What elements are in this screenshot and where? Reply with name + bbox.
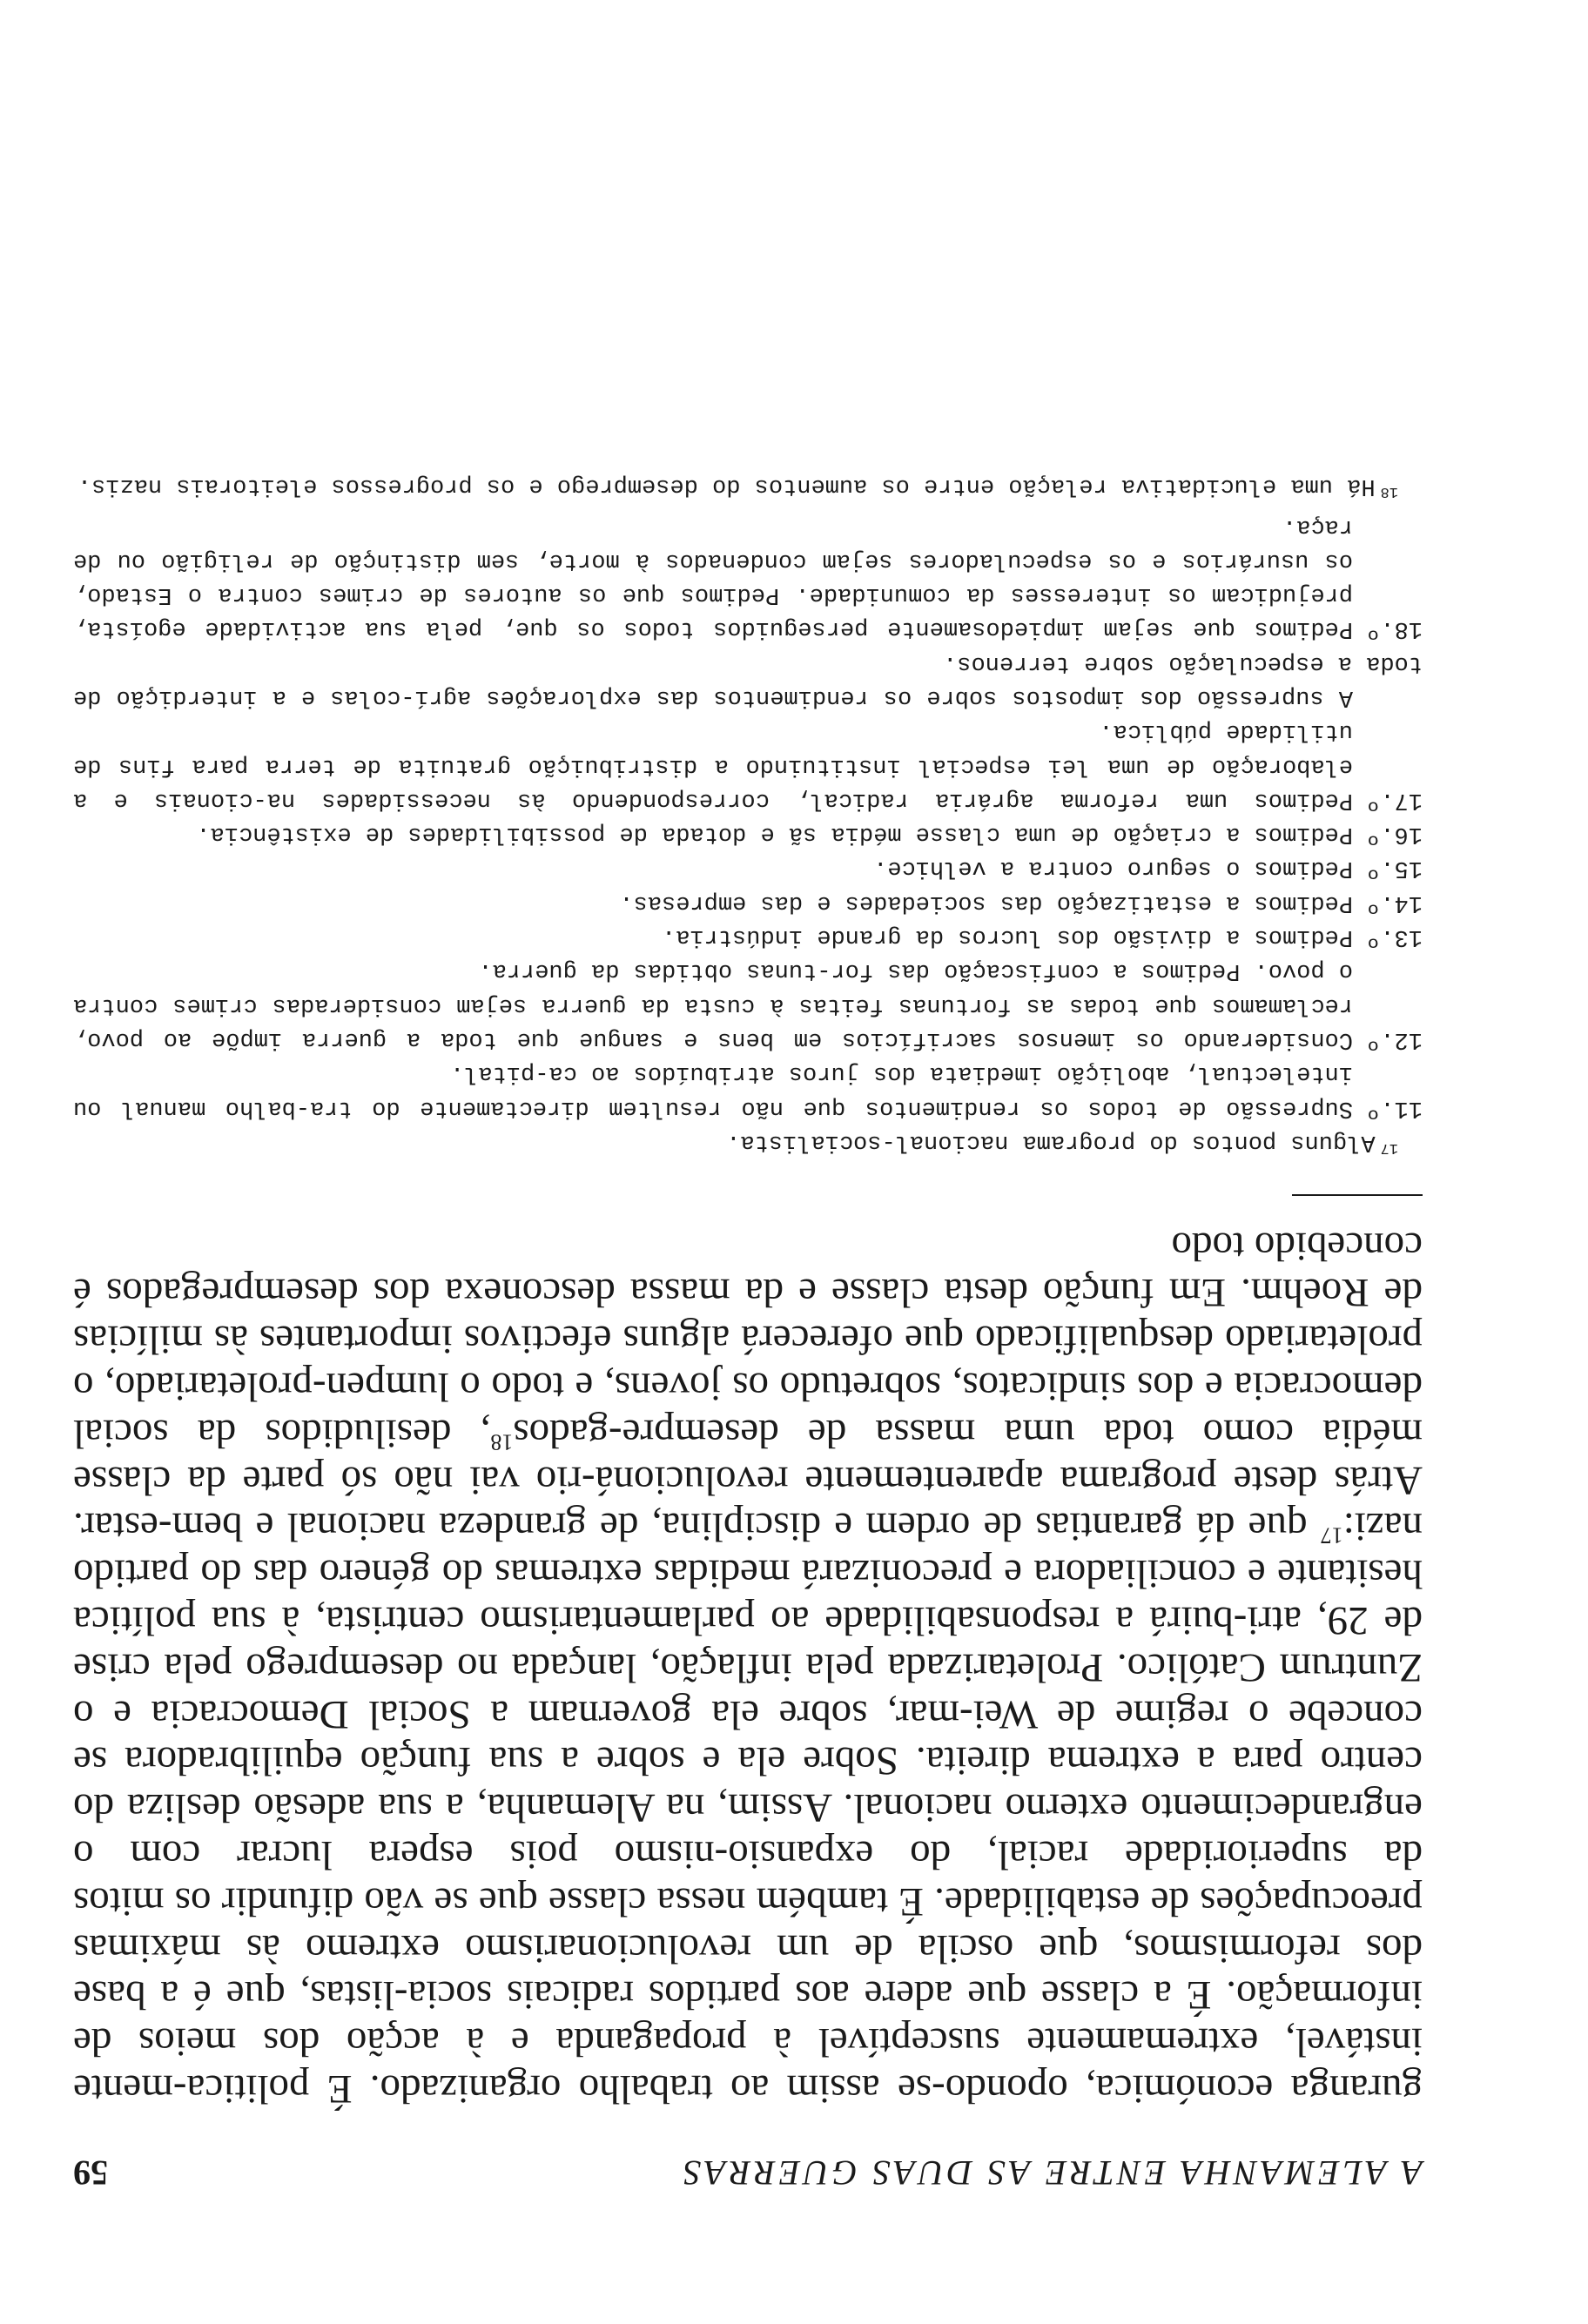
body-text-part-1: guranga económica, opondo-se assim ao trabalho organizado. É politica-mente instável, extremamente susceptível à propaganda e à acção dos meios de informação. É a classe que adere aos partidos radicais socia-listas, que é a base dos reformismos, que oscila de um revolucionarismo extremo às máximas preocupações de estabilidade. É também nessa classe que se vão difundir os mitos da superioridade racial, do expansio-nismo pois espera lucrar com o engrandecimento externo nacional. Assim, na Alemanha, a sua adesão desliza do centro para a extrema direita. Sobre ela e sobre a sua função equilibradora se concebe o regime de Wei-mar, sobre ela governam a Social Democracia e o Zuntrum Católico. Proletarizada pela inflação, lançada no desemprego pela crise de 29, atri-buirá a responsabilidade ao parlamentarismo centrista, à sua política hesitante e conciliadora e preconizará medidas extremas do género das do partido nazi:	[73, 1504, 1423, 2112]
running-header	[73, 2141, 1423, 2193]
footnote-17-paragraph: A supressão dos impostos sobre os rendimentos das explorações agrí-colas e a interdição de toda a especulação sobre terrenos.	[73, 649, 1423, 710]
program-point-number: 17.º	[1366, 786, 1423, 813]
program-point	[73, 1056, 1423, 1125]
body-text-part-2: que dá garantias de ordem e disciplina, de grandeza nacional e bem-estar. Atrás deste programa aparentemente revolucioná-rio vai não só parte da classe média como toda uma massa de desempre-gados	[73, 1410, 1423, 1550]
program-point-text: Pedimos a divisão dos lucros da grande indústria.	[662, 924, 1353, 950]
program-point-text: Pedimos que sejam impiedosamente perseguidos todos os que, pela sua actividade egoísta, prejudicam os interesses da comunidade. Pedimos que os autores de crimes contra o Estado, os usurários e os especuladores sejam condenados à morte, sem distinção de religião ou de raça.	[73, 513, 1353, 642]
main-text	[73, 1222, 1423, 2112]
program-point-number: 14.º	[1366, 889, 1423, 916]
footnotes	[73, 468, 1423, 1165]
program-point	[73, 919, 1423, 953]
program-point	[73, 953, 1423, 1056]
program-point	[73, 884, 1423, 918]
footnote-17-items	[73, 714, 1423, 1125]
program-point-text: Pedimos a estatização das sociedades e das empresas.	[619, 889, 1353, 916]
program-point	[73, 816, 1423, 850]
program-point-number: 11.º	[1366, 1094, 1423, 1121]
body-paragraph	[73, 1222, 1423, 2112]
footnote-ref-17: 17	[1320, 1523, 1343, 1549]
program-point-number: 16.º	[1366, 821, 1423, 848]
program-point-text: Pedimos o seguro contra a velhice.	[873, 855, 1353, 882]
program-point	[73, 850, 1423, 884]
program-point-number: 12.º	[1366, 1025, 1423, 1052]
footnote-17-items-continued	[73, 508, 1423, 645]
page-number: 59	[73, 2153, 108, 2193]
footnote-ref-18: 18	[490, 1429, 514, 1455]
footnote-marker-18: 18	[1380, 483, 1398, 500]
program-point-text: Pedimos uma reforma agrária radical, correspondendo às necessidades na-cionais e a elaboração de uma lei especial instituindo a distribuição gratuita de terra para fins de utilidade pública.	[73, 718, 1353, 813]
program-point-text: Supressão de todos os rendimentos que não resultem directamente do tra-balho manual ou intelectual, abolição imediata dos juros atribuídos ao ca-pital.	[73, 1060, 1353, 1121]
program-point-number: 13.º	[1366, 924, 1423, 950]
program-point-text: Pedimos a criação de uma classe média sã e dotada de possibilidades de existência.	[196, 821, 1353, 848]
page-content	[73, 468, 1423, 2193]
program-point-number: 18.º	[1366, 615, 1423, 642]
running-title: A ALEMANHA ENTRE AS DUAS GUERRAS	[680, 2153, 1423, 2193]
program-point-number: 15.º	[1366, 855, 1423, 882]
program-point	[73, 508, 1423, 645]
footnote-marker-17: 17	[1380, 1138, 1398, 1156]
footnote-separator	[1292, 1194, 1423, 1196]
body-text-part-3: , desiludidos da social democracia e dos sindicatos, sobretudo os jovens, e todo o lumpen-proletariado, o proletariado desqualificado que oferecerá alguns efectivos importantes às milícias de Roehm. Em função desta classe e da massa desconexa dos desempregados é concebido todo	[72, 1223, 1423, 1456]
footnote-17-intro: $^{17}$Alguns pontos do programa nacional-socialista.	[726, 1128, 1398, 1156]
program-point	[73, 714, 1423, 816]
footnote-18: $^{18}$Há uma elucidativa relação entre os aumentos do desemprego e os progressos eleitorais nazis.	[77, 473, 1398, 500]
program-point-text: Considerando os imensos sacrifícios em bens e sangue que toda a guerra impõe ao povo, reclamamos que todas as fortunas feitas à custa da guerra sejam consideradas crimes contra o povo. Pedimos a confiscação das for-tunas obtidas da guerra.	[73, 957, 1353, 1052]
